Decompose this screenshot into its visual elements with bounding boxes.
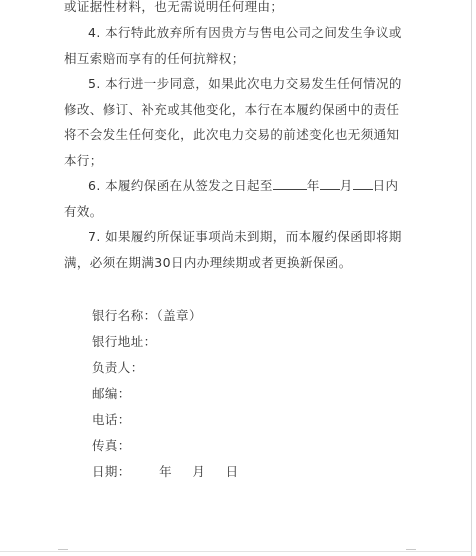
paragraph-continuation (64, 0, 404, 20)
date-year: 年 (159, 464, 172, 479)
paragraph-text: 7. 如果履约所保证事项尚未到期，而本履约保函即将期满，必须在期满30日内办理续期或者更换新保函。 (64, 229, 402, 270)
date-month: 月 (192, 464, 206, 479)
validity-text: 6. 本履约保函在从签发之日起至 (88, 178, 273, 193)
margin-mark-left (58, 549, 68, 554)
paragraph-7 (64, 224, 404, 275)
date-day: 日 (225, 464, 239, 479)
year-blank (273, 177, 307, 190)
responsible-person-line: 负责人： (92, 360, 144, 375)
paragraph-text: 4. 本行特此放弃所有因贵方与售电公司之间发生争议或相互索赔而享有的任何抗辩权； (64, 25, 402, 66)
paragraph-6 (64, 173, 404, 224)
postcode-line: 邮编： (92, 386, 131, 401)
paragraph-5 (64, 71, 404, 173)
bank-name-line: 银行名称：（盖章） (92, 308, 202, 323)
date-line (92, 462, 239, 480)
margin-mark-right (406, 549, 416, 554)
paragraph-4 (64, 20, 404, 71)
page-bottom-edge (0, 551, 472, 552)
year-label: 年 (306, 178, 320, 193)
month-label: 月 (339, 178, 353, 193)
month-blank (320, 177, 340, 190)
bank-address-line: 银行地址： (92, 334, 157, 349)
paragraph-text: 5. 本行进一步同意，如果此次电力交易发生任何情况的修改、修订、补充或其他变化，本行在本履约保函中的责任将不会发生任何变化，此次电力交易的前述变化也无须通知本行； (64, 76, 402, 168)
paragraph-text: 或证据性材料，也无需说明任何理由； (64, 0, 284, 14)
fax-line: 传真： (92, 438, 131, 453)
date-label: 日期： (92, 464, 131, 479)
day-blank (353, 177, 373, 190)
phone-line: 电话： (92, 412, 131, 427)
day-label: 日内有效。 (64, 178, 399, 219)
